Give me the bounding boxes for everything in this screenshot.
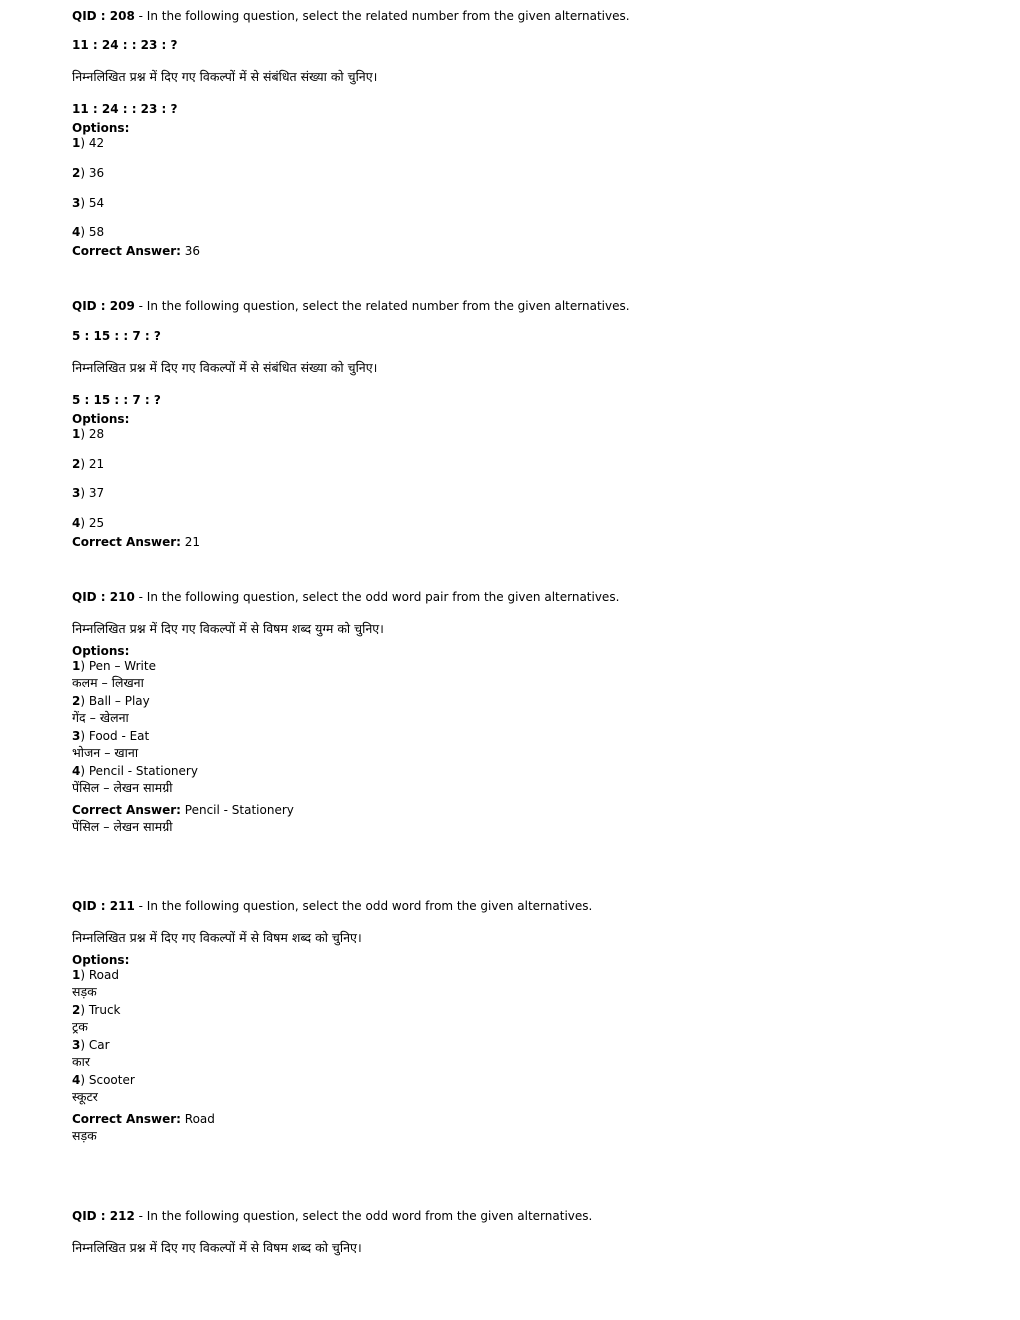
analogy-text: 11 : 24 : : 23 : ? [72,38,178,52]
question-prompt: - In the following question, select the related number from the given alternatives. [134,9,630,23]
question-header [72,1208,592,1224]
analogy-text-hindi: 11 : 24 : : 23 : ? [72,102,178,116]
option-4: 4) Scooter [72,1073,135,1087]
option-1: 1) 42 [72,136,105,150]
option-2: 2) 21 [72,457,105,471]
option-1: 1) Pen – Write [72,659,156,673]
options-label: Options: [72,644,130,658]
question-prompt-hindi: निम्नलिखित प्रश्न में दिए गए विकल्पों में से संबंधित संख्या को चुनिए। [72,360,378,375]
question-header [72,8,630,24]
options-label: Options: [72,953,130,967]
option-3: 3) Car [72,1038,110,1052]
question-prompt: - In the following question, select the odd word from the given alternatives. [134,899,593,913]
option-2: 2) 36 [72,166,105,180]
option-2-hindi: ट्रक [72,1019,88,1034]
correct-answer: Correct Answer: 36 [72,244,201,258]
option-4-hindi: पेंसिल – लेखन सामग्री [72,780,173,795]
qid-label: QID : 211 [72,899,135,913]
question-prompt-hindi: निम्नलिखित प्रश्न में दिए गए विकल्पों में से विषम शब्द को चुनिए। [72,930,362,945]
qid-label: QID : 208 [72,9,135,23]
option-1-hindi: कलम – लिखना [72,675,144,690]
correct-answer: Correct Answer: 21 [72,535,201,549]
option-3: 3) Food - Eat [72,729,150,743]
correct-answer-hindi: पेंसिल – लेखन सामग्री [72,819,173,834]
option-4: 4) 58 [72,225,105,239]
qid-label: QID : 212 [72,1209,135,1223]
correct-answer: Correct Answer: Road [72,1112,215,1126]
option-3-hindi: कार [72,1054,90,1069]
question-prompt-hindi: निम्नलिखित प्रश्न में दिए गए विकल्पों में से विषम शब्द को चुनिए। [72,1240,362,1255]
question-header [72,589,619,605]
qid-label: QID : 209 [72,299,135,313]
option-2-hindi: गेंद – खेलना [72,710,129,725]
option-3: 3) 37 [72,486,105,500]
option-1: 1) 28 [72,427,105,441]
question-prompt-hindi: निम्नलिखित प्रश्न में दिए गए विकल्पों में से संबंधित संख्या को चुनिए। [72,69,378,84]
question-header [72,898,592,914]
options-label: Options: [72,121,130,135]
option-2: 2) Ball – Play [72,694,150,708]
option-3-hindi: भोजन – खाना [72,745,139,760]
option-2: 2) Truck [72,1003,121,1017]
options-label: Options: [72,412,130,426]
question-prompt-hindi: निम्नलिखित प्रश्न में दिए गए विकल्पों में से विषम शब्द युग्म को चुनिए। [72,621,384,636]
question-prompt: - In the following question, select the odd word from the given alternatives. [134,1209,593,1223]
analogy-text: 5 : 15 : : 7 : ? [72,329,161,343]
qid-label: QID : 210 [72,590,135,604]
option-4: 4) 25 [72,516,105,530]
option-4: 4) Pencil - Stationery [72,764,198,778]
question-prompt: - In the following question, select the odd word pair from the given alternatives. [134,590,620,604]
correct-answer-hindi: सड़क [72,1128,97,1143]
analogy-text-hindi: 5 : 15 : : 7 : ? [72,393,161,407]
option-1-hindi: सड़क [72,984,97,999]
question-header [72,298,630,314]
option-3: 3) 54 [72,196,105,210]
correct-answer: Correct Answer: Pencil - Stationery [72,803,294,817]
option-1: 1) Road [72,968,119,982]
question-prompt: - In the following question, select the related number from the given alternatives. [134,299,630,313]
option-4-hindi: स्कूटर [72,1089,98,1104]
